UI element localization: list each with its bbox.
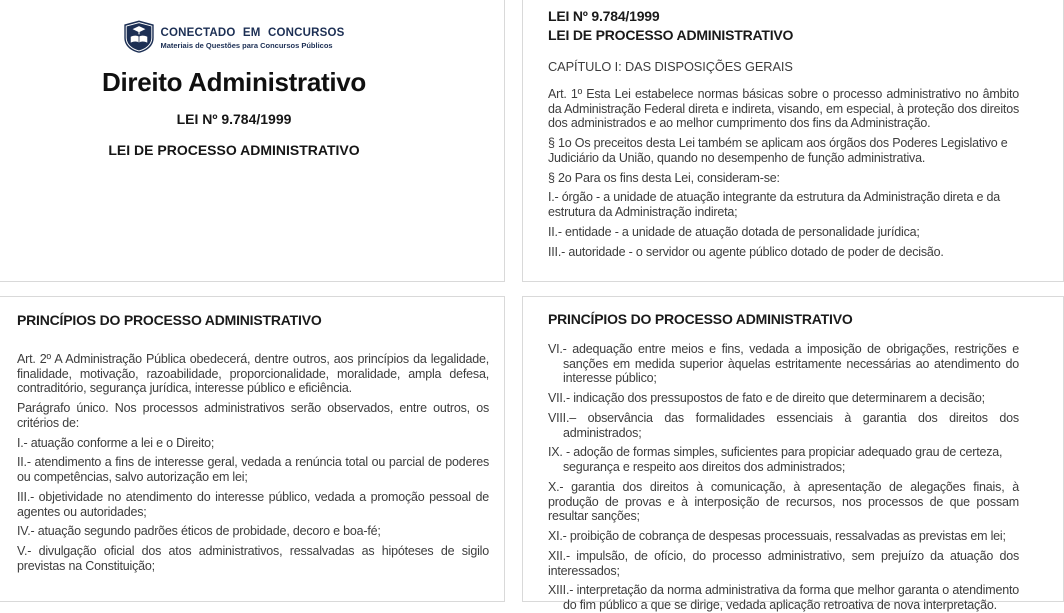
paragraph: Art. 1º Esta Lei estabelece normas básicas sobre o processo administrativo no âmbito da Administração Federal direta e indireta, visando, em especial, à proteção dos direitos dos administrados e ao melhor cumprimento dos fins da Administração.: [548, 86, 1019, 131]
paragraph: III.- autoridade - o servidor ou agente público dotado de poder de decisão.: [548, 244, 944, 259]
paragraph-list: [17, 352, 489, 574]
paragraph-list: [548, 87, 1019, 260]
paragraph: XI.- proibição de cobrança de despesas processuais, ressalvadas as previstas em lei;: [548, 529, 1006, 544]
paragraph: V.- divulgação oficial dos atos administrativos, ressalvadas as hipóteses de sigilo previstas na Constituição;: [17, 544, 489, 573]
paragraph: Art. 2º A Administração Pública obedecerá, dentre outros, aos princípios da legalidade, finalidade, motivação, razoabilidade, proporcionalidade, moralidade, ampla defesa, contraditório, segurança jurídica, interesse público e eficiência.: [17, 351, 489, 396]
slide-heading: PRINCÍPIOS DO PROCESSO ADMINISTRATIVO: [548, 311, 853, 327]
paragraph: I.- atuação conforme a lei e o Direito;: [17, 435, 215, 450]
slide-chapter-1: [522, 0, 1064, 282]
paragraph: XII.- impulsão, de ofício, do processo administrativo, sem prejuízo da atuação dos interessados;: [548, 548, 1019, 578]
cover-law-number: LEI Nº 9.784/1999: [176, 111, 292, 127]
slide-heading: PRINCÍPIOS DO PROCESSO ADMINISTRATIVO: [17, 312, 322, 328]
paragraph: IX. - adoção de formas simples, suficientes para propiciar adequado grau de certeza, segurança e respeito aos direitos dos administrados;: [548, 445, 1003, 475]
logo-title: CONECTADO EM CONCURSOS: [160, 27, 345, 40]
paragraph: X.- garantia dos direitos à comunicação, à apresentação de alegações finais, à produção de provas e à interposição de recursos, nos processos de que possam resultar sanções;: [548, 479, 1019, 524]
paragraph: IV.- atuação segundo padrões éticos de probidade, decoro e boa-fé;: [17, 524, 381, 539]
slide-heading-line2: LEI DE PROCESSO ADMINISTRATIVO: [548, 26, 794, 43]
paragraph: II.- entidade - a unidade de atuação dotada de personalidade jurídica;: [548, 224, 920, 239]
paragraph: § 2o Para os fins desta Lei, consideram-se:: [548, 170, 780, 185]
slide-principles-1: [0, 296, 505, 602]
paragraph-list: [548, 342, 1019, 613]
slide-heading-line1: LEI Nº 9.784/1999: [548, 8, 660, 24]
paragraph: XIII.- interpretação da norma administrativa da forma que melhor garanta o atendimento do fim público a que se dirige, vedada aplicação retroativa de nova interpretação.: [548, 583, 1019, 613]
paragraph: VI.- adequação entre meios e fins, vedada a imposição de obrigações, restrições e sanções em medida superior àquelas estritamente necessárias ao atendimento do interesse público;: [548, 341, 1019, 386]
paragraph: VII.- indicação dos pressupostos de fato e de direito que determinarem a decisão;: [548, 391, 985, 406]
slide-principles-2: [522, 296, 1064, 613]
cover-title: Direito Administrativo: [101, 67, 367, 97]
logo-text: [160, 27, 344, 51]
paragraph: § 1o Os preceitos desta Lei também se aplicam aos órgãos dos Poderes Legislativo e Judiciário da União, quando no desempenho de função administrativa.: [548, 136, 1008, 165]
slide-cover: [0, 0, 505, 282]
logo-subtitle: Materiais de Questões para Concursos Públicos: [160, 41, 333, 51]
logo: [123, 19, 344, 59]
paragraph: Parágrafo único. Nos processos administrativos serão observados, entre outros, os critérios de:: [17, 401, 489, 430]
shield-book-icon: [123, 19, 155, 59]
paragraph: I.- órgão - a unidade de atuação integrante da estrutura da Administração direta e da estrutura da Administração indireta;: [548, 190, 1001, 220]
chapter-title: CAPÍTULO I: DAS DISPOSIÇÕES GERAIS: [548, 58, 793, 74]
paragraph: VIII.– observância das formalidades essenciais à garantia dos direitos dos administrados;: [548, 410, 1019, 440]
paragraph: III.- objetividade no atendimento do interesse público, vedada a promoção pessoal de agentes ou autoridades;: [17, 489, 489, 519]
cover-law-name: LEI DE PROCESSO ADMINISTRATIVO: [108, 142, 360, 158]
paragraph: II.- atendimento a fins de interesse geral, vedada a renúncia total ou parcial de poderes ou competências, salvo autorização em lei;: [17, 455, 489, 485]
